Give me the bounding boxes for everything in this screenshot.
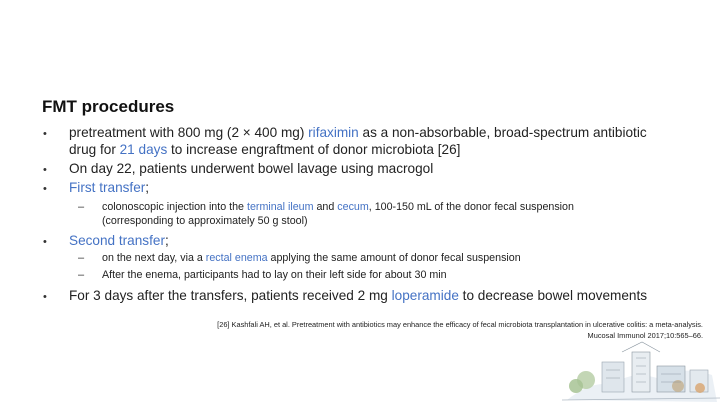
bullet-marker: • <box>43 291 47 303</box>
text: applying the same amount of donor fecal suspension <box>267 252 521 264</box>
bullet-marker: • <box>43 128 47 140</box>
bullet-marker: • <box>43 236 47 248</box>
text: ; <box>145 180 150 195</box>
text: pretreatment with 800 mg (2 × 400 mg) <box>69 125 309 140</box>
reference-journal: Mucosal Immunol 2017;10:565–66. <box>587 331 703 340</box>
reference-citation: [26] Kashfali AH, et al. Pretreatment with antibiotics may enhance the efficacy of fecal microbiota transplantation in ulcerative colitis: a meta-analysis. <box>217 320 703 329</box>
bullet-second-transfer <box>69 232 169 250</box>
sub-bullet-colonoscopic-line1 <box>102 201 574 215</box>
sub-bullet-after-enema: After the enema, participants had to lay on their left side for about 30 min <box>102 269 447 281</box>
watercolor-building-sketch-icon <box>562 340 720 405</box>
bullet-day22: On day 22, patients underwent bowel lavage using macrogol <box>69 161 434 176</box>
highlight-cecum: cecum <box>337 201 369 213</box>
bullet-marker: • <box>43 183 47 195</box>
slide-title: FMT procedures <box>42 97 175 116</box>
text: , 100-150 mL of the donor fecal suspension <box>368 201 574 213</box>
dash-marker: – <box>78 269 85 281</box>
text: to increase engraftment of donor microbiota [26] <box>167 142 461 157</box>
text: as a non-absorbable, broad-spectrum antibiotic <box>358 125 647 140</box>
highlight-rifaximin: rifaximin <box>308 125 359 140</box>
text: drug for <box>69 142 120 157</box>
text: and <box>313 201 338 213</box>
bullet-pretreatment-line2 <box>69 141 460 159</box>
bullet-first-transfer <box>69 179 149 197</box>
sub-bullet-rectal-enema <box>102 252 521 266</box>
highlight-21-days: 21 days <box>119 142 168 157</box>
highlight-rectal-enema: rectal enema <box>205 252 268 264</box>
sub-bullet-colonoscopic-line2: (corresponding to approximately 50 g stool) <box>102 215 308 227</box>
highlight-first-transfer: First transfer <box>69 180 146 195</box>
highlight-loperamide: loperamide <box>391 288 459 303</box>
highlight-second-transfer: Second transfer <box>69 233 165 248</box>
dash-marker: – <box>78 252 85 264</box>
dash-marker: – <box>78 201 85 213</box>
text: on the next day, via a <box>102 252 206 264</box>
bullet-marker: • <box>43 164 47 176</box>
text: ; <box>164 233 169 248</box>
text: For 3 days after the transfers, patients received 2 mg <box>69 288 392 303</box>
bullet-loperamide <box>69 287 647 305</box>
text: colonoscopic injection into the <box>102 201 247 213</box>
bullet-pretreatment-line1 <box>69 124 647 142</box>
highlight-terminal-ileum: terminal ileum <box>246 201 314 213</box>
text: to decrease bowel movements <box>458 288 648 303</box>
